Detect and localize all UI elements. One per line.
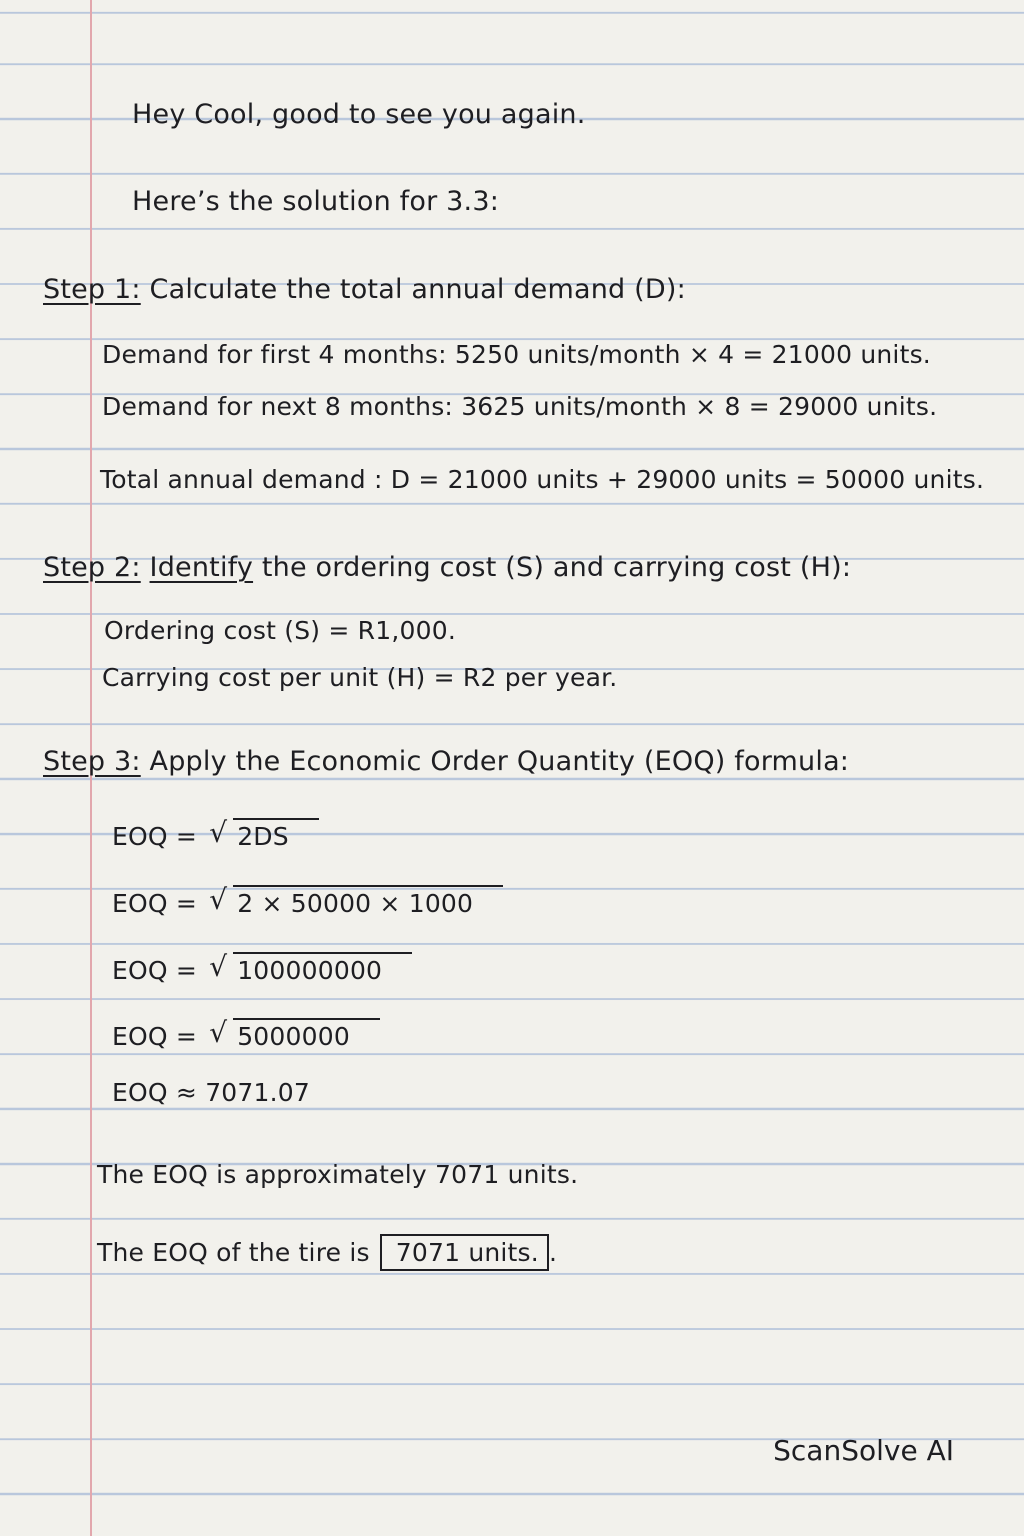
step3-label: Step 3: xyxy=(43,746,141,777)
eoq-approx: EOQ ≈ 7071.07 xyxy=(112,1078,310,1107)
radicand: 2 × 50000 × 1000 xyxy=(233,885,503,918)
eoq-lhs: EOQ = xyxy=(112,822,198,851)
step1-label: Step 1: xyxy=(43,274,141,305)
eoq-formula-1 xyxy=(112,818,319,851)
brand-watermark: ScanSolve AI xyxy=(773,1434,954,1467)
conclusion-line2 xyxy=(97,1234,557,1271)
radicand: 100000000 xyxy=(233,952,412,985)
eoq-lhs: EOQ = xyxy=(112,1022,198,1051)
step1-line2: Demand for next 8 months: 3625 units/month × 8 = 29000 units. xyxy=(102,392,938,421)
square-root xyxy=(209,818,319,851)
intro-text: Here’s the solution for 3.3: xyxy=(132,186,500,217)
step2-label: Step 2: xyxy=(43,552,141,583)
radical-icon: √ xyxy=(209,950,228,983)
step1-title: Calculate the total annual demand (D): xyxy=(149,274,686,305)
step3-heading xyxy=(43,746,849,777)
step1-total: Total annual demand : D = 21000 units + 29000 units = 50000 units. xyxy=(100,465,985,494)
step1-line1: Demand for first 4 months: 5250 units/month × 4 = 21000 units. xyxy=(102,340,931,369)
conclusion-prefix: The EOQ of the tire is xyxy=(97,1238,370,1267)
square-root xyxy=(209,952,412,985)
radicand: 2DS xyxy=(233,818,319,851)
answer-box: 7071 units. xyxy=(380,1234,549,1271)
eoq-formula-3 xyxy=(112,952,412,985)
conclusion-suffix: . xyxy=(548,1238,558,1267)
eoq-formula-4 xyxy=(112,1018,380,1051)
greeting-text: Hey Cool, good to see you again. xyxy=(132,99,586,130)
square-root xyxy=(209,1018,380,1051)
radical-icon: √ xyxy=(209,883,228,916)
step2-title-word: Identify xyxy=(149,552,254,583)
eoq-lhs: EOQ = xyxy=(112,956,198,985)
radical-icon: √ xyxy=(209,1016,228,1049)
radical-icon: √ xyxy=(209,816,228,849)
step2-line1: Ordering cost (S) = R1,000. xyxy=(104,616,456,645)
radicand: 5000000 xyxy=(233,1018,380,1051)
eoq-formula-2 xyxy=(112,885,503,918)
step3-title: Apply the Economic Order Quantity (EOQ) formula: xyxy=(149,746,850,777)
step1-heading xyxy=(43,274,686,305)
step2-line2: Carrying cost per unit (H) = R2 per year. xyxy=(102,663,618,692)
step2-heading xyxy=(43,552,851,583)
eoq-lhs: EOQ = xyxy=(112,889,198,918)
conclusion-line1: The EOQ is approximately 7071 units. xyxy=(97,1160,579,1189)
step2-title-rest: the ordering cost (S) and carrying cost (H): xyxy=(253,552,852,583)
square-root xyxy=(209,885,503,918)
